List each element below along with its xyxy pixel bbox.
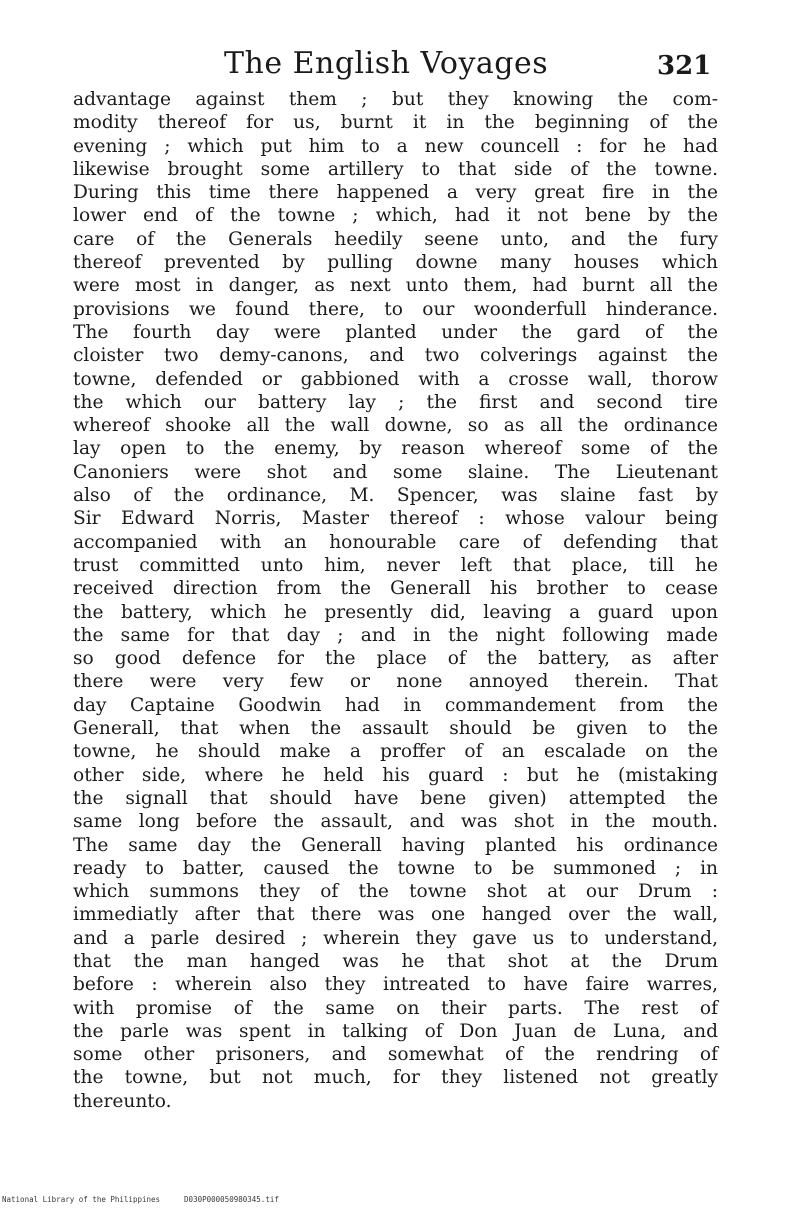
text-line: The fourth day were planted under the gard of the: [73, 321, 718, 343]
text-line: advantage against them ; but they knowing the com-: [73, 89, 718, 110]
text-line: the parle was spent in talking of Don Juan de Luna, and: [73, 1020, 718, 1042]
text-line: the signall that should have bene given) attempted the: [73, 787, 718, 809]
page-header: [0, 44, 791, 90]
text-line: same long before the assault, and was shot in the mouth.: [73, 811, 718, 833]
text-line: During this time there happened a very great fire in the: [73, 182, 718, 204]
text-line: some other prisoners, and somewhat of the rendring of: [73, 1044, 718, 1066]
text-line: thereof prevented by pulling downe many houses which: [73, 252, 718, 274]
text-line: Generall, that when the assault should be given to the: [73, 718, 718, 740]
text-line: the which our battery lay ; the first and second tire: [73, 391, 718, 413]
text-line: the towne, but not much, for they listened not greatly: [73, 1067, 718, 1089]
text-line: Canoniers were shot and some slaine. The Lieutenant: [73, 461, 718, 483]
running-title: The English Voyages: [224, 46, 549, 81]
text-line-final: thereunto.: [73, 1090, 172, 1112]
text-line: trust committed unto him, never left that place, till he: [73, 554, 718, 576]
text-line: the battery, which he presently did, leaving a guard upon: [73, 601, 718, 623]
text-line: so good defence for the place of the battery, as after: [73, 648, 718, 670]
text-line: immediatly after that there was one hanged over the wall,: [73, 904, 718, 926]
text-line: and a parle desired ; wherein they gave us to understand,: [73, 927, 718, 949]
text-line: the same for that day ; and in the night following made: [73, 624, 718, 646]
scan-caption: [2, 1195, 303, 1205]
text-line: that the man hanged was he that shot at the Drum: [73, 950, 718, 972]
text-line: towne, he should make a proffer of an escalade on the: [73, 741, 718, 763]
text-line: evening ; which put him to a new councell : for he had: [73, 135, 718, 157]
page-number: 321: [657, 51, 712, 81]
library-name: National Library of the Philippines: [2, 1195, 161, 1204]
text-line: ready to batter, caused the towne to be summoned ; in: [73, 857, 718, 879]
text-line: Sir Edward Norris, Master thereof : whose valour being: [73, 508, 718, 530]
text-line: were most in danger, as next unto them, had burnt all the: [73, 275, 718, 297]
text-line: The same day the Generall having planted his ordinance: [73, 834, 718, 856]
text-line: accompanied with an honourable care of defending that: [73, 531, 718, 553]
text-line: towne, defended or gabbioned with a crosse wall, thorow: [73, 368, 718, 390]
text-line: cloister two demy-canons, and two colverings against the: [73, 345, 718, 367]
text-line: received direction from the Generall his brother to cease: [73, 578, 718, 600]
text-line: lower end of the towne ; which, had it not bene by the: [73, 205, 718, 227]
text-line: with promise of the same on their parts. The rest of: [73, 997, 718, 1019]
text-line: other side, where he held his guard : but he (mistaking: [73, 764, 718, 786]
text-line: before : wherein also they intreated to have faire warres,: [73, 974, 718, 996]
text-line: whereof shooke all the wall downe, so as all the ordinance: [73, 415, 718, 437]
text-line: care of the Generals heedily seene unto, and the fury: [73, 228, 718, 250]
text-line: lay open to the enemy, by reason whereof some of the: [73, 438, 718, 460]
text-line: likewise brought some artillery to that side of the towne.: [73, 158, 718, 180]
file-id: D030P000050980345.tif: [184, 1195, 279, 1204]
text-line: provisions we found there, to our woonderfull hinderance.: [73, 298, 718, 320]
text-line: there were very few or none annoyed therein. That: [73, 671, 718, 693]
text-line: also of the ordinance, M. Spencer, was slaine fast by: [73, 485, 718, 507]
text-line: day Captaine Goodwin had in commandement from the: [73, 694, 718, 716]
text-line: which summons they of the towne shot at our Drum :: [73, 881, 718, 903]
text-line: modity thereof for us, burnt it in the beginning of the: [73, 112, 718, 134]
body-text: [73, 88, 718, 1113]
